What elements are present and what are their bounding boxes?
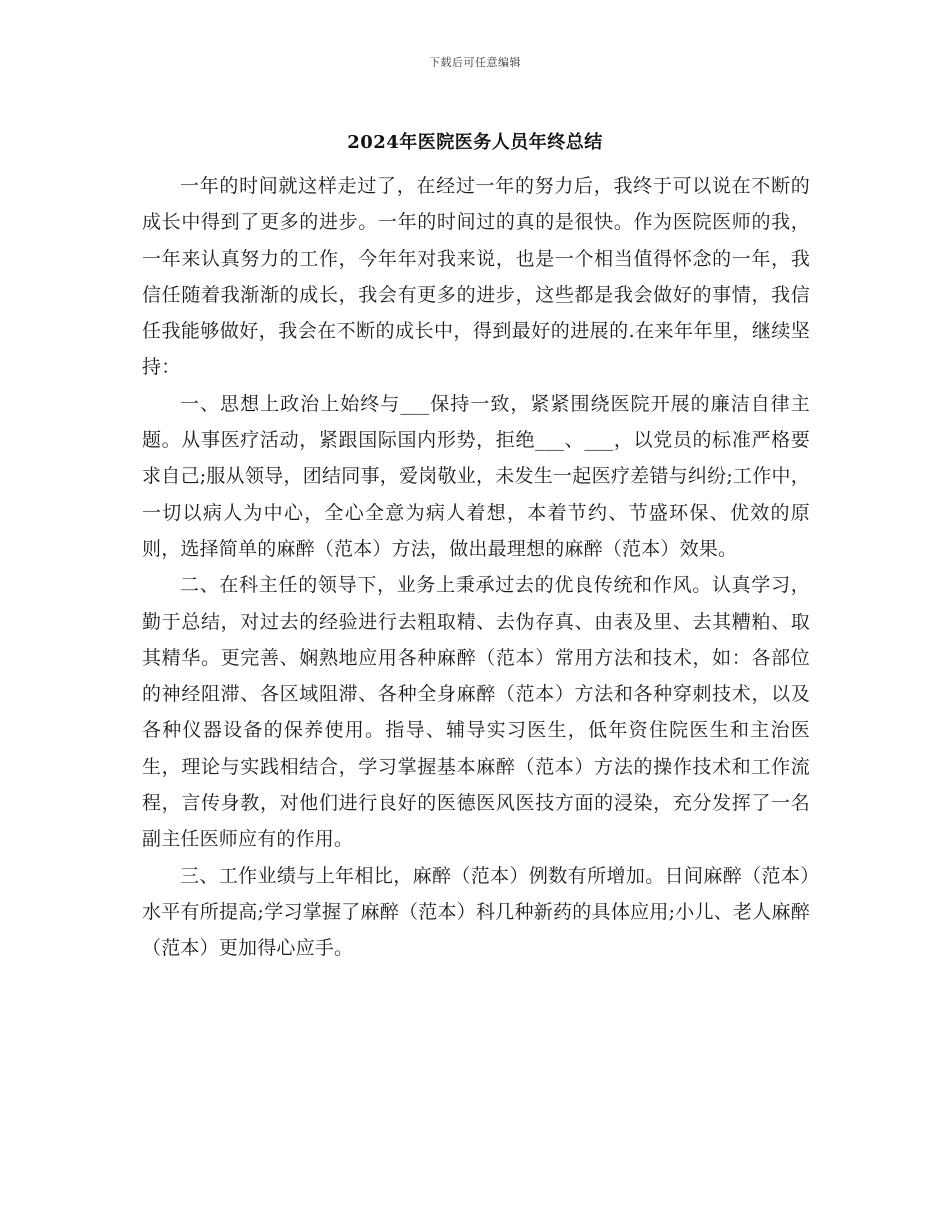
paragraph-section-3: 三、工作业绩与上年相比，麻醉（范本）例数有所增加。日间麻醉（范本）水平有所提高;学习掌握了麻醉（范本）科几种新药的具体应用;小儿、老人麻醉（范本）更加得心应手。 (142, 864, 810, 960)
paragraph-intro: 一年的时间就这样走过了，在经过一年的努力后，我终于可以说在不断的成长中得到了更多的进步。一年的时间过的真的是很快。作为医院医师的我，一年来认真努力的工作，今年年对我来说，也是一个相当值得怀念的一年，我信任随着我渐渐的成长，我会有更多的进步，这些都是我会做好的事情，我信任我能够做好，我会在不断的成长中，得到最好的进展的.在来年年里，继续坚持： (142, 175, 810, 379)
header-note: 下载后可任意编辑 (429, 56, 521, 69)
paragraph-section-1: 一、思想上政治上始终与___保持一致，紧紧围绕医院开展的廉洁自律主题。从事医疗活动，紧跟国际国内形势，拒绝___、___，以党员的标准严格要求自己;服从领导，团结同事，爱岗敬业，未发生一起医疗差错与纠纷;工作中，一切以病人为中心，全心全意为病人着想，本着节约、节盛环保、优效的原则，选择简单的麻醉（范本）方法，做出最理想的麻醉（范本）效果。 (142, 392, 810, 560)
document-title: 2024年医院医务人员年终总结 (347, 132, 603, 153)
paragraph-section-2: 二、在科主任的领导下，业务上秉承过去的优良传统和作风。认真学习，勤于总结，对过去的经验进行去粗取精、去伪存真、由表及里、去其糟粕、取其精华。更完善、娴熟地应用各种麻醉（范本）常用方法和技术，如：各部位的神经阻滞、各区域阻滞、各种全身麻醉（范本）方法和各种穿刺技术，以及各种仪器设备的保养使用。指导、辅导实习医生，低年资住院医生和主治医生，理论与实践相结合，学习掌握基本麻醉（范本）方法的操作技术和工作流程，言传身教，对他们进行良好的医德医风医技方面的浸染，充分发挥了一名副主任医师应有的作用。 (142, 574, 810, 851)
document-body (142, 168, 810, 967)
